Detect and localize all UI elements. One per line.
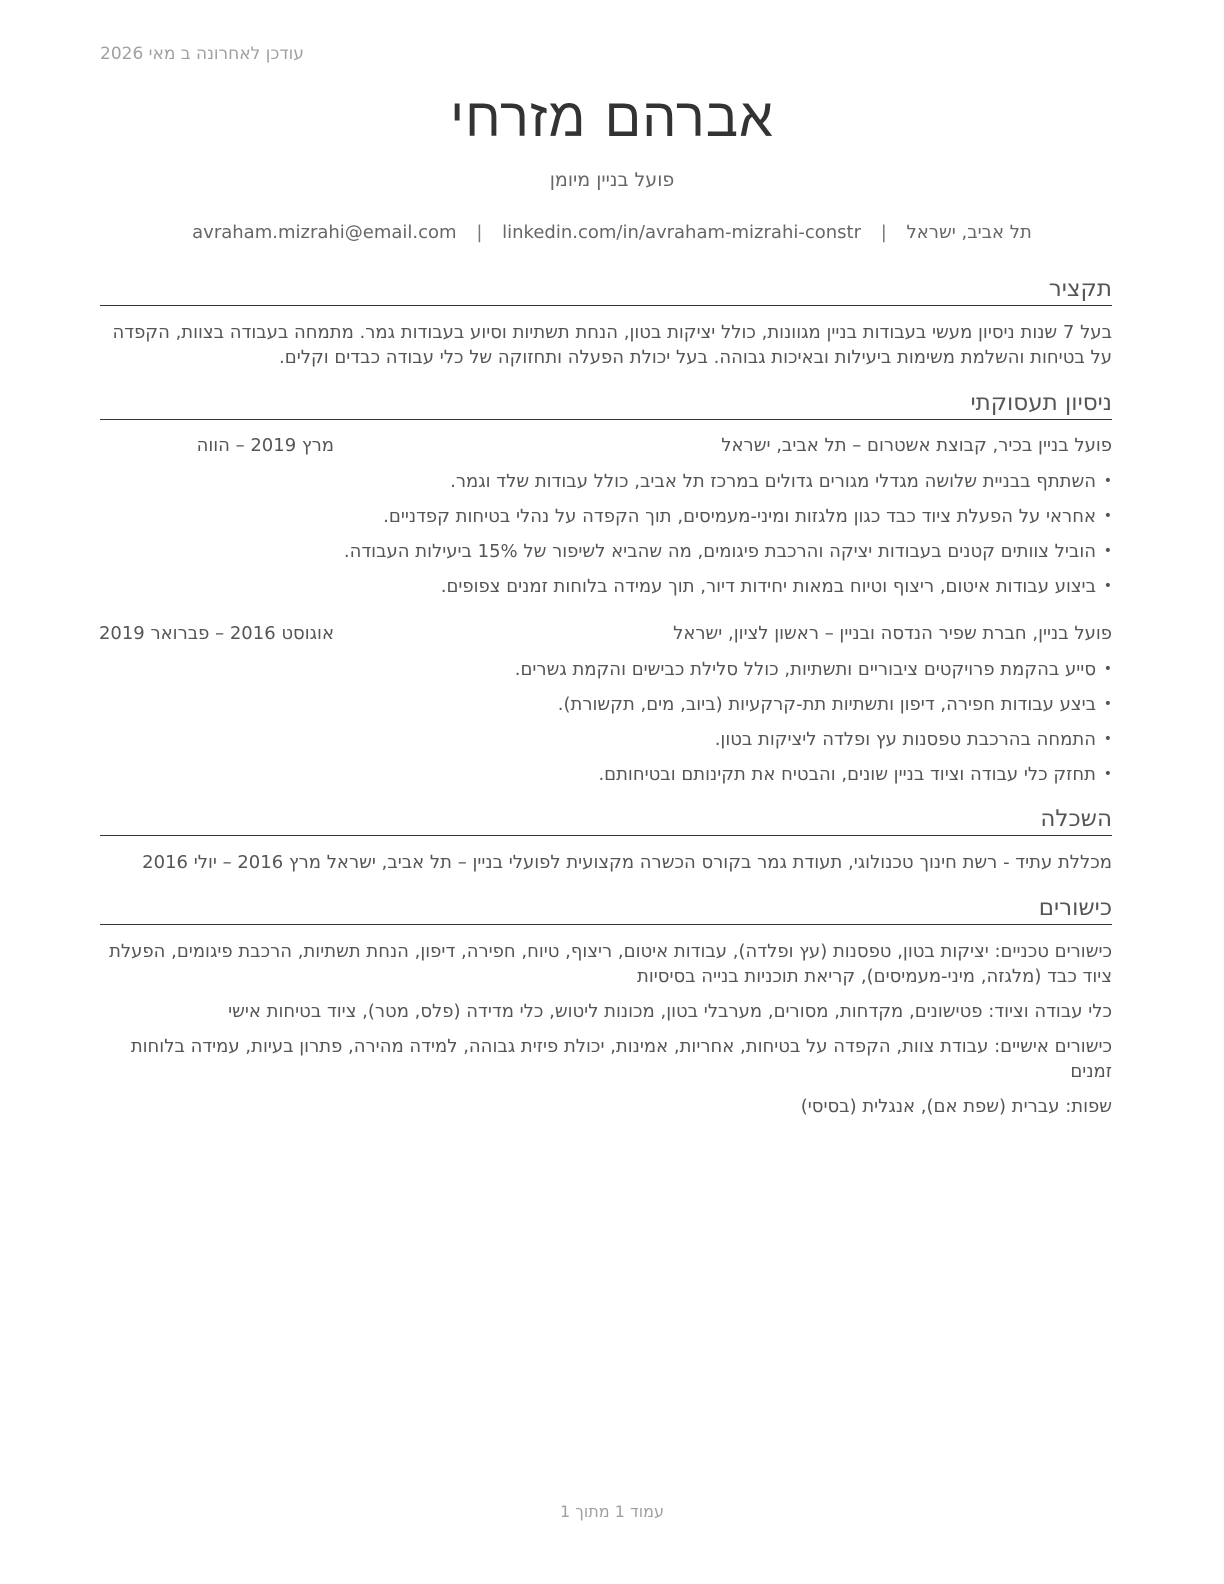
job-bullet: • תחזק כלי עבודה וציוד בניין שונים, והבטיח את תקינותם ובטיחותם.: [100, 757, 1112, 792]
page-number: עמוד 1 מתוך 1: [560, 1502, 664, 1521]
job-bullet: • ביצוע עבודות איטום, ריצוף וטיוח במאות יחידות דיור, תוך עמידה בלוחות זמנים צפופים.: [100, 569, 1112, 604]
job-bullets: [100, 464, 1112, 604]
job-bullet: • הוביל צוותים קטנים בעבודות יציקה והרכבת פיגומים, מה שהביא לשיפור של 15% ביעילות העבודה.: [100, 534, 1112, 569]
education-heading: השכלה: [100, 804, 1112, 836]
contact-email[interactable]: avraham.mizrahi@email.com: [192, 222, 457, 243]
contact-linkedin[interactable]: linkedin.com/in/avraham-mizrahi-constr: [502, 222, 861, 243]
contact-line: [0, 222, 1224, 243]
job-bullet: • השתתף בבניית שלושה מגדלי מגורים גדולים במרכז תל אביב, כולל עבודות שלד וגמר.: [100, 464, 1112, 499]
job-dates: אוגוסט 2016 – פברואר 2019: [98, 623, 334, 644]
contact-separator: |: [880, 222, 887, 243]
skills-technical: כישורים טכניים: יציקות בטון, טפסנות (עץ ופלדה), עבודות איטום, ריצוף, טיוח, חפירה, דיפון, הנחת תשתיות, הרכבת פיגומים, הפעלת ציוד כבד (מלגזה, מיני-מעמיסים), קריאת תוכניות בנייה בסיסיות: [109, 941, 1112, 987]
contact-separator: |: [476, 222, 483, 243]
job-header: [100, 434, 1112, 458]
skills-personal: כישורים אישיים: עבודת צוות, הקפדה על בטיחות, אחריות, אמינות, יכולת פיזית גבוהה, למידה מהירה, פתרון בעיות, עמידה בלוחות זמנים: [130, 1036, 1112, 1082]
contact-location: תל אביב, ישראל: [906, 222, 1032, 243]
candidate-name: אברהם מזרחי: [450, 86, 774, 149]
skills-languages: שפות: עברית (שפת אם), אנגלית (בסיסי): [800, 1096, 1112, 1117]
job-dates: מרץ 2019 – הווה: [196, 435, 334, 456]
job-title: פועל בניין מיומן: [549, 169, 675, 191]
education-entry: מכללת עתיד - רשת חינוך טכנולוגי, תעודת גמר בקורס הכשרה מקצועית לפועלי בניין – תל אביב, ישראל מרץ 2016 – יולי 2016: [142, 852, 1112, 873]
job-bullet: • אחראי על הפעלת ציוד כבד כגון מלגזות ומיני-מעמיסים, תוך הקפדה על נהלי בטיחות קפדניים.: [100, 499, 1112, 534]
job-entry: [100, 622, 1112, 792]
skills-tools: כלי עבודה וציוד: פטישונים, מקדחות, מסורים, מערבלי בטון, מכונות ליטוש, כלי מדידה (פלס, מטר), ציוד בטיחות אישי: [228, 1001, 1112, 1022]
job-bullet: • סייע בהקמת פרויקטים ציבוריים ותשתיות, כולל סלילת כבישים והקמת גשרים.: [100, 652, 1112, 687]
job-entry: [100, 434, 1112, 604]
job-role: פועל בניין, חברת שפיר הנדסה ובניין – ראשון לציון, ישראל: [673, 623, 1112, 644]
summary-heading: תקציר: [100, 274, 1112, 306]
job-bullets: [100, 652, 1112, 792]
experience-heading: ניסיון תעסוקתי: [100, 388, 1112, 420]
summary-text: בעל 7 שנות ניסיון מעשי בעבודות בניין מגוונות, כולל יציקות בטון, הנחת תשתיות וסיוע בעבודות גמר. מתמחה בעבודה בצוות, הקפדה על בטיחות והשלמת משימות ביעילות ובאיכות גבוהה. בעל יכולת הפעלה ותחזוקה של כלי עבודה כבדים וקלים.: [112, 322, 1112, 368]
job-header: [100, 622, 1112, 646]
job-bullet: • התמחה בהרכבת טפסנות עץ ופלדה ליציקות בטון.: [100, 722, 1112, 757]
job-role: פועל בניין בכיר, קבוצת אשטרום – תל אביב, ישראל: [721, 435, 1112, 456]
resume-body: [100, 274, 1112, 1129]
last-updated-date: עודכן לאחרונה ב מאי 2026: [100, 44, 304, 64]
job-bullet: • ביצע עבודות חפירה, דיפון ותשתיות תת-קרקעיות (ביוב, מים, תקשורת).: [100, 687, 1112, 722]
skills-heading: כישורים: [100, 893, 1112, 925]
